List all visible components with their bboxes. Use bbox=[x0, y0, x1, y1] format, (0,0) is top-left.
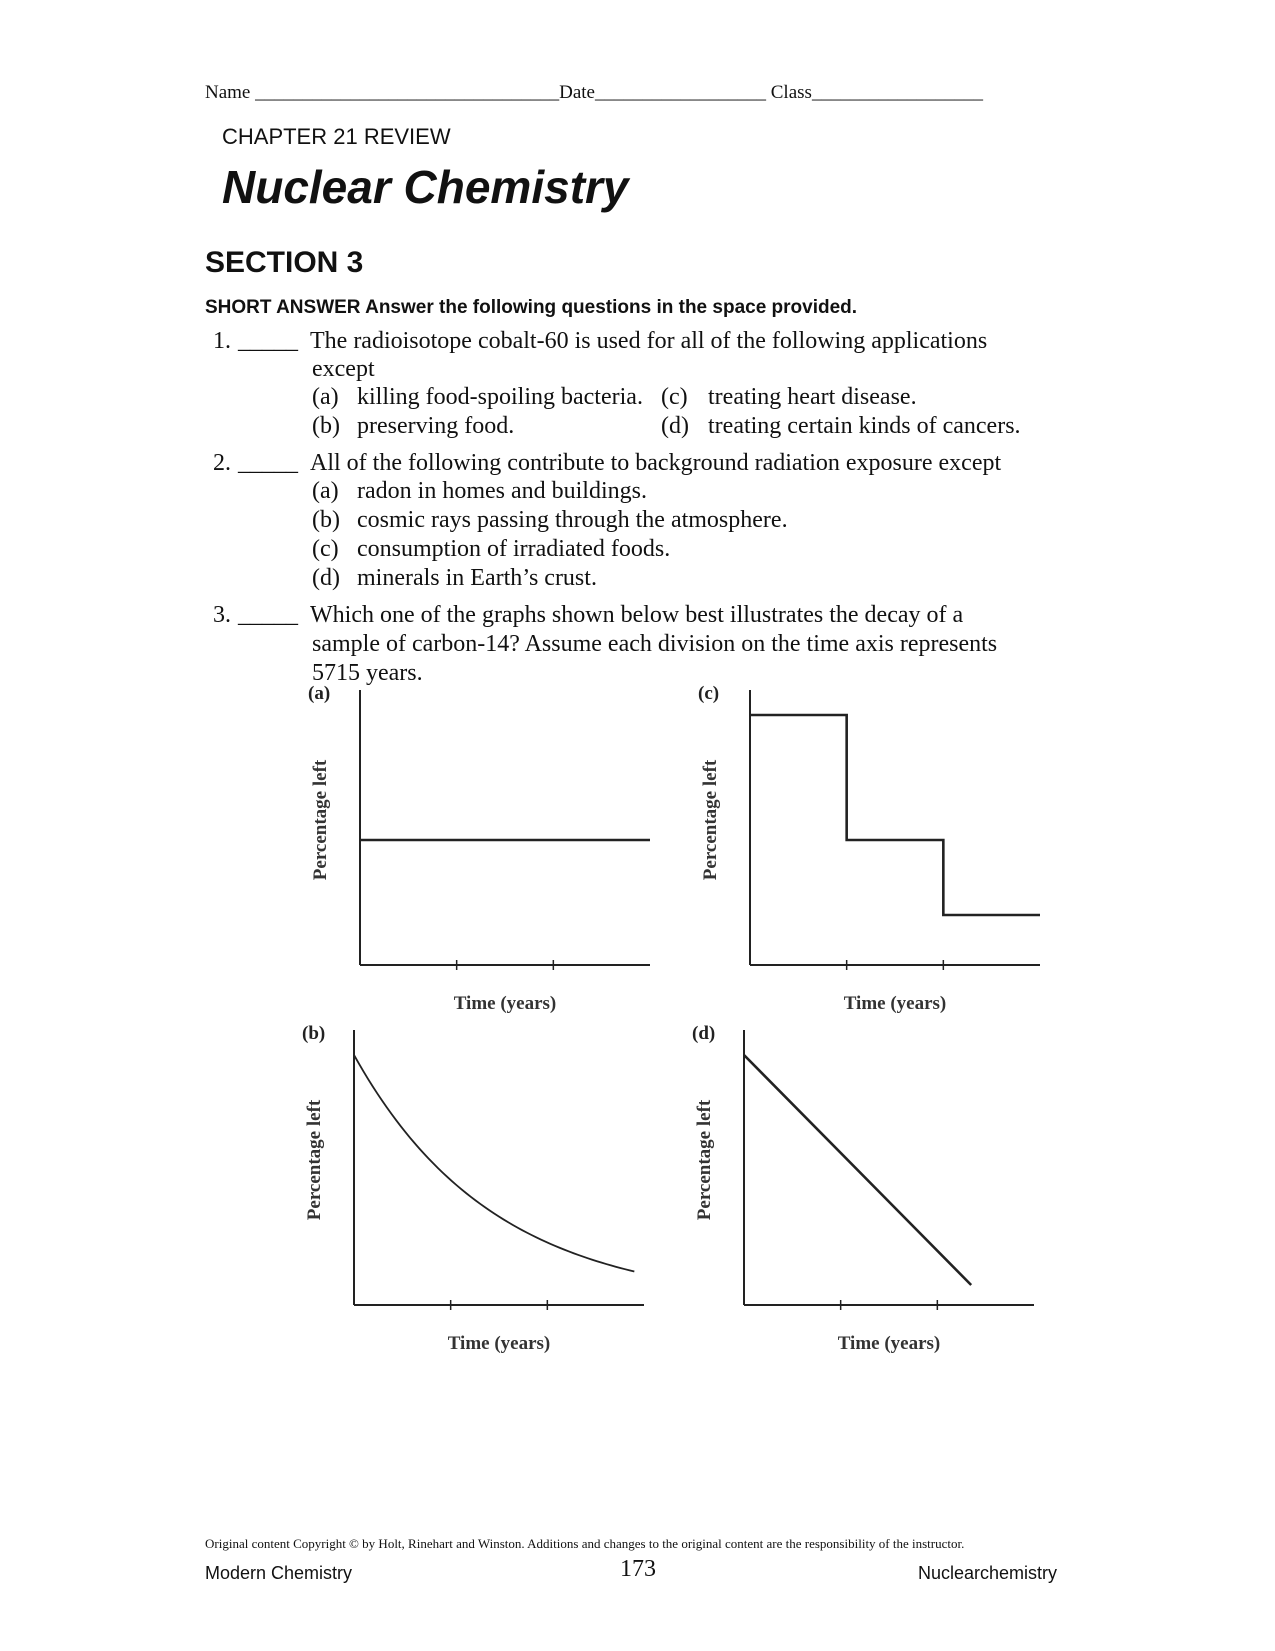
question-stem: The radioisotope cobalt-60 is used for all of the following applications bbox=[310, 328, 988, 354]
y-axis-label: Percentage left bbox=[694, 1099, 715, 1221]
choice-text: killing food-spoiling bacteria. bbox=[357, 384, 643, 410]
panel-label: (b) bbox=[302, 1023, 326, 1044]
choice-letter: (b) bbox=[312, 507, 340, 533]
choice-text: treating heart disease. bbox=[708, 384, 917, 410]
instructions bbox=[205, 297, 857, 319]
name-blank: ________________________________ bbox=[255, 82, 560, 103]
question-stem: All of the following contribute to background radiation exposure except bbox=[310, 450, 1002, 476]
page-title: Nuclear Chemistry bbox=[222, 161, 629, 213]
instructions-text: Answer the following questions in the space provided. bbox=[365, 297, 858, 318]
data-line bbox=[744, 1055, 971, 1285]
choice-text: preserving food. bbox=[357, 413, 515, 439]
class-label: Class bbox=[770, 82, 812, 103]
book-title: Modern Chemistry bbox=[205, 1563, 353, 1583]
page-number: 173 bbox=[620, 1556, 656, 1582]
x-axis-label: Time (years) bbox=[453, 993, 557, 1014]
panel-label: (a) bbox=[308, 683, 331, 704]
x-axis-label: Time (years) bbox=[837, 1333, 941, 1354]
choice-letter: (c) bbox=[312, 536, 339, 562]
choice-text: minerals in Earth’s crust. bbox=[357, 565, 597, 591]
question-number: 1. bbox=[213, 328, 231, 354]
answer-blank[interactable]: _____ bbox=[238, 328, 298, 354]
y-axis-label: Percentage left bbox=[310, 759, 331, 881]
answer-blank[interactable]: _____ bbox=[238, 450, 298, 476]
class-blank: __________________ bbox=[811, 82, 983, 103]
y-axis-label: Percentage left bbox=[304, 1099, 325, 1221]
question-number: 3. bbox=[213, 602, 231, 628]
choice-text: cosmic rays passing through the atmosphere. bbox=[357, 507, 788, 533]
choice-letter: (c) bbox=[661, 384, 688, 410]
choice-letter: (a) bbox=[312, 478, 339, 504]
instructions-lead: SHORT ANSWER bbox=[205, 297, 361, 318]
question-stem: sample of carbon-14? Assume each division on the time axis represents bbox=[312, 631, 998, 657]
chapter-heading: CHAPTER 21 REVIEW bbox=[222, 124, 451, 149]
copyright-notice: Original content Copyright © by Holt, Rinehart and Winston. Additions and changes to the original content are the responsibility of the instructor. bbox=[205, 1536, 965, 1551]
choice-text: treating certain kinds of cancers. bbox=[708, 413, 1021, 439]
choice-letter: (d) bbox=[312, 565, 340, 591]
panel-label: (d) bbox=[692, 1023, 716, 1044]
date-label: Date bbox=[559, 82, 595, 103]
question-stem: except bbox=[312, 356, 375, 382]
section-heading: SECTION 3 bbox=[205, 246, 364, 279]
choice-letter: (b) bbox=[312, 413, 340, 439]
header-fields bbox=[205, 82, 983, 104]
choice-text: consumption of irradiated foods. bbox=[357, 536, 671, 562]
choice-letter: (d) bbox=[661, 413, 689, 439]
question-stem: 5715 years. bbox=[312, 660, 423, 686]
name-label: Name bbox=[205, 82, 251, 103]
answer-blank[interactable]: _____ bbox=[238, 602, 298, 628]
y-axis-label: Percentage left bbox=[700, 759, 721, 881]
panel-label: (c) bbox=[698, 683, 720, 704]
date-blank: __________________ bbox=[595, 82, 766, 103]
x-axis-label: Time (years) bbox=[843, 993, 947, 1014]
data-line bbox=[750, 715, 1040, 915]
x-axis-label: Time (years) bbox=[447, 1333, 551, 1354]
question-number: 2. bbox=[213, 450, 231, 476]
data-line bbox=[354, 1055, 634, 1272]
choice-text: radon in homes and buildings. bbox=[357, 478, 647, 504]
question-stem: Which one of the graphs shown below best illustrates the decay of a bbox=[310, 602, 964, 628]
choice-letter: (a) bbox=[312, 384, 339, 410]
chapter-file-name: Nuclearchemistry bbox=[917, 1563, 1057, 1583]
